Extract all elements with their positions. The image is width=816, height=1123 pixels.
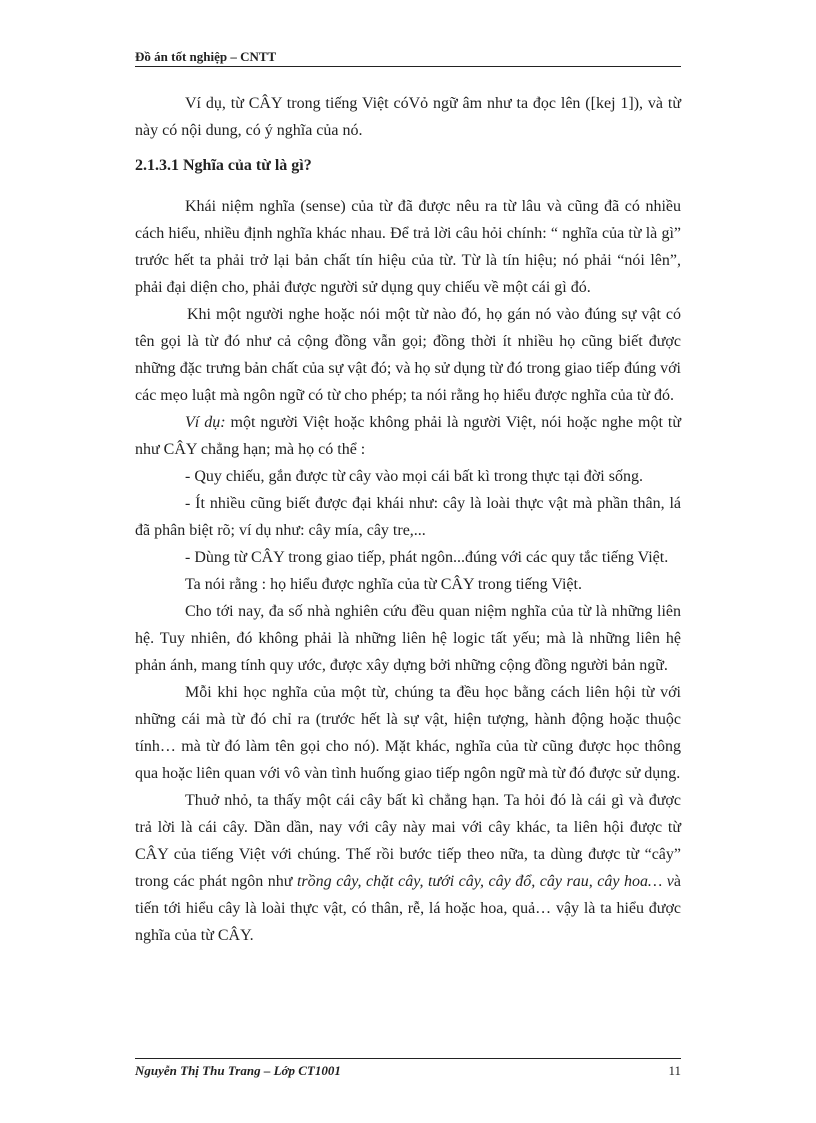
paragraph-relations: Cho tới nay, đa số nhà nghiên cứu đều quan niệm nghĩa của từ là những liên hệ. Tuy nhiên, đó không phải là những liên hệ logic tất yếu; mà là những liên hệ phản ánh, mang tính quy ước, được xây dựng bởi những cộng đồng người bản ngữ. <box>135 603 681 674</box>
bullet-item: - Ít nhiều cũng biết được đại khái như: cây là loài thực vật mà phần thân, lá đã phân biệt rõ; ví dụ như: cây mía, cây tre,... <box>135 495 681 539</box>
paragraph-concept: Khái niệm nghĩa (sense) của từ đã được nêu ra từ lâu và cũng đã có nhiều cách hiểu, nhiều định nghĩa khác nhau. Để trả lời câu hỏi chính: “ nghĩa của từ là gì” trước hết ta phải trở lại bản chất tín hiệu của từ. Từ là tín hiệu; nó phải “nói lên”, phải đại diện cho, phải được người sử dụng quy chiếu về một cái gì đó. <box>135 198 681 296</box>
paragraph-childhood <box>135 787 681 949</box>
childhood-examples: trồng cây, chặt cây, tưới cây, cây đổ, cây rau, cây hoa… v <box>296 873 674 890</box>
page-header-title: Đồ án tốt nghiệp – CNTT <box>135 49 277 64</box>
bullet-item: - Quy chiếu, gắn được từ cây vào mọi cái bất kì trong thực tại đời sống. <box>185 468 643 485</box>
page-body <box>135 90 681 949</box>
childhood-text-b: à tiến tới hiểu cây là loài thực vật, có thân, rễ, lá hoặc hoa, quả… vậy là ta hiểu được nghĩa của từ CÂY. <box>135 873 682 944</box>
paragraph-example <box>135 409 681 463</box>
header-divider <box>135 66 681 67</box>
example-text: một người Việt hoặc không phải là người Việt, nói hoặc nghe một từ như CÂY chẳng hạn; mà họ có thể : <box>135 414 681 458</box>
page-number: 11 <box>668 1063 681 1078</box>
section-heading: 2.1.3.1 Nghĩa của từ là gì? <box>135 157 312 174</box>
example-label: Ví dụ: <box>185 414 226 431</box>
paragraph-learning: Mỗi khi học nghĩa của một từ, chúng ta đều học bằng cách liên hội từ với những cái mà từ đó chỉ ra (trước hết là sự vật, hiện tượng, hành động hoặc thuộc tính… mà từ đó làm tên gọi cho nó). Mặt khác, nghĩa của từ cũng được học thông qua hoặc liên quan với vô vàn tình huống giao tiếp ngôn ngữ mà từ đó được sử dụng. <box>135 684 681 782</box>
childhood-text-a: Thuở nhỏ, ta thấy một cái cây bất kì chẳng hạn. Ta hỏi đó là cái gì và được trả lời là cái cây. Dần dần, nay với cây này mai với cây khác, ta liên hội được từ CÂY của tiếng Việt với chúng. Thế rồi bước tiếp theo nữa, ta dùng được từ “cây” trong các phát ngôn như <box>135 792 681 890</box>
paragraph-example-intro: Ví dụ, từ CÂY trong tiếng Việt cóVỏ ngữ âm như ta đọc lên ([kej 1]), và từ này có nội dung, có ý nghĩa của nó. <box>135 95 681 139</box>
footer-author: Nguyễn Thị Thu Trang – Lớp CT1001 <box>135 1063 341 1078</box>
paragraph-conclusion: Ta nói rằng : họ hiểu được nghĩa của từ CÂY trong tiếng Việt. <box>185 576 582 593</box>
footer-divider <box>135 1058 681 1059</box>
bullet-item: - Dùng từ CÂY trong giao tiếp, phát ngôn...đúng với các quy tắc tiếng Việt. <box>185 549 669 566</box>
paragraph-usage: Khi một người nghe hoặc nói một từ nào đó, họ gán nó vào đúng sự vật có tên gọi là từ đó như cả cộng đồng vẫn gọi; đồng thời ít nhiều họ cũng biết được những đặc trưng bản chất của sự vật đó; và họ sử dụng từ đó trong giao tiếp đúng với các mẹo luật mà ngôn ngữ có từ cho phép; ta nói rằng họ hiểu được nghĩa của từ đó. <box>135 306 681 404</box>
